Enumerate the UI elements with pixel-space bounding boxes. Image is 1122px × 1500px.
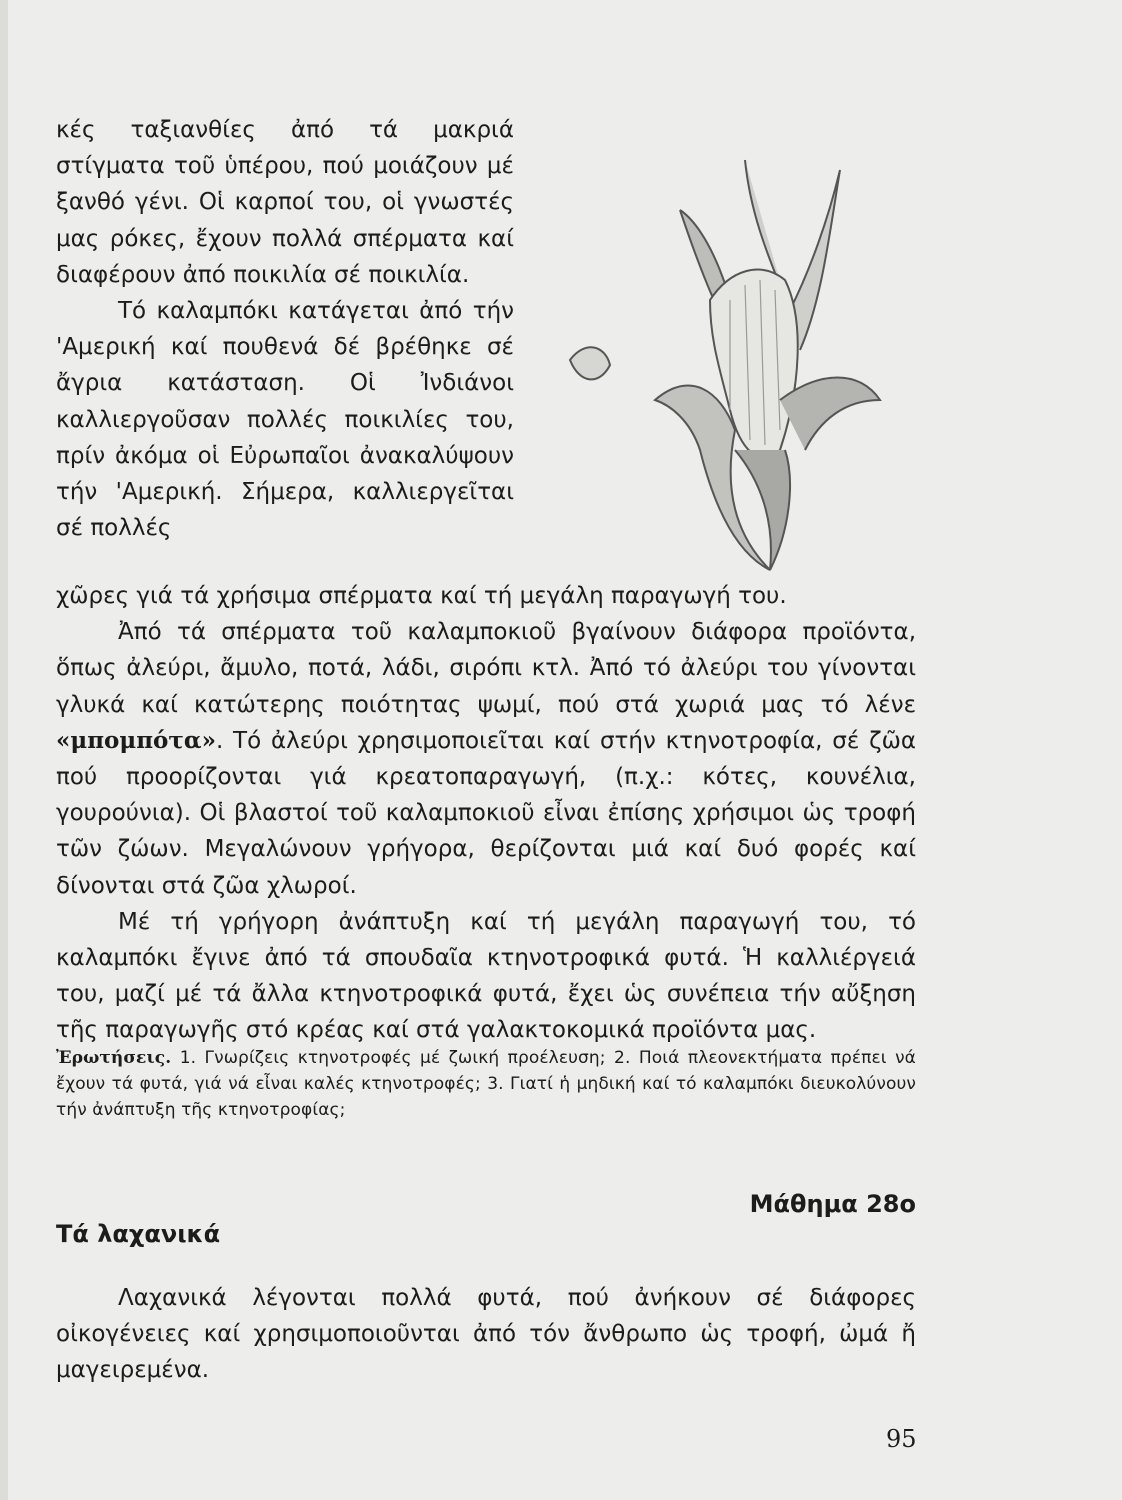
paragraph-vegetables: Λαχανικά λέγονται πολλά φυτά, πού ἀνήκουν σέ διάφορες οἰκογένειες καί χρησιμοποιοῦνται ἀπό τόν ἄνθρωπο ὡς τροφή, ὠμά ἤ μαγειρεμένα.: [56, 1285, 916, 1384]
lesson-heading: Μάθημα 28ο: [749, 1190, 916, 1218]
paragraph-tassels: κές ταξιανθίες ἀπό τά μακριά στίγματα τοῦ ὑπέρου, πού μοιάζουν μέ ξανθό γένι. Οἱ καρποί του, οἱ γνωστές μας ρόκες, ἔχουν πολλά σπέρματα καί διαφέρουν ἀπό ποικιλία σέ ποικιλία.: [56, 117, 514, 288]
line-continuation: χῶρες γιά τά χρήσιμα σπέρματα καί τή μεγάλη παραγωγή του.: [56, 583, 787, 609]
paragraph-origin: Τό καλαμπόκι κατάγεται ἀπό τήν 'Αμερική καί πουθενά δέ βρέθηκε σέ ἄγρια κατάσταση. Οἱ Ἰνδιάνοι καλλιεργοῦσαν πολλές ποικιλίες του, πρίν ἀκόμα οἱ Εὐρωπαῖοι ἀνακαλύψουν τήν 'Αμερική. Σήμερα, καλλιεργεῖται σέ πολλές: [56, 298, 514, 542]
review-questions: [56, 1045, 916, 1123]
section-title: Τά λαχανικά: [56, 1220, 221, 1248]
left-text-column: [56, 112, 514, 546]
mpompota-term: «μπομπότα»: [56, 726, 216, 754]
page-binding-edge: [0, 0, 8, 1500]
paragraph-products: [56, 614, 916, 904]
questions-label: Ἐρωτήσεις.: [56, 1048, 172, 1068]
page-number: 95: [886, 1425, 917, 1453]
paragraph-fodder: Μέ τή γρήγορη ἀνάπτυξη καί τή μεγάλη παραγωγή του, τό καλαμπόκι ἔγινε ἀπό τά σπουδαῖα κτηνοτροφικά φυτά. Ἡ καλλιέργειά του, μαζί μέ τά ἄλλα κτηνοτροφικά φυτά, ἔχει ὡς συνέπεια τήν αὔξηση τῆς παραγωγῆς στό κρέας καί στά γαλακτοκομικά προϊόντα μας.: [56, 908, 916, 1044]
products-text-b: . Τό ἀλεύρι χρησιμοποιεῖται καί στήν κτηνοτροφία, σέ ζῶα πού προορίζονται γιά κρεατοπαραγωγή, (π.χ.: κότες, κουνέλια, γουρούνια). Οἱ βλαστοί τοῦ καλαμποκιοῦ εἶναι ἐπίσης χρήσιμοι ὡς τροφή τῶν ζώων. Μεγαλώνουν γρήγορα, θερίζονται μιά καί δυό φορές καί δίνονται στά ζῶα χλωροί.: [56, 727, 916, 899]
vegetables-intro: [56, 1280, 916, 1389]
full-width-text: [56, 578, 916, 1049]
products-text-a: Ἀπό τά σπέρματα τοῦ καλαμποκιοῦ βγαίνουν διάφορα προϊόντα, ὅπως ἀλεύρι, ἄμυλο, ποτά, λάδι, σιρόπι κτλ. Ἀπό τό ἀλεύρι του γίνονται γλυκά καί κατώτερης ποιότητας ψωμί, πού στά χωριά μας τό λένε: [56, 619, 916, 718]
corn-cob-illustration: [560, 150, 890, 580]
questions-text: 1. Γνωρίζεις κτηνοτροφές μέ ζωική προέλευση; 2. Ποιά πλεονεκτήματα πρέπει νά ἔχουν τά φυτά, γιά νά εἶναι καλές κτηνοτροφές; 3. Γιατί ἡ μηδική καί τό καλαμπόκι διευκολύνουν τήν ἀνάπτυξη τῆς κτηνοτροφίας;: [56, 1048, 916, 1120]
